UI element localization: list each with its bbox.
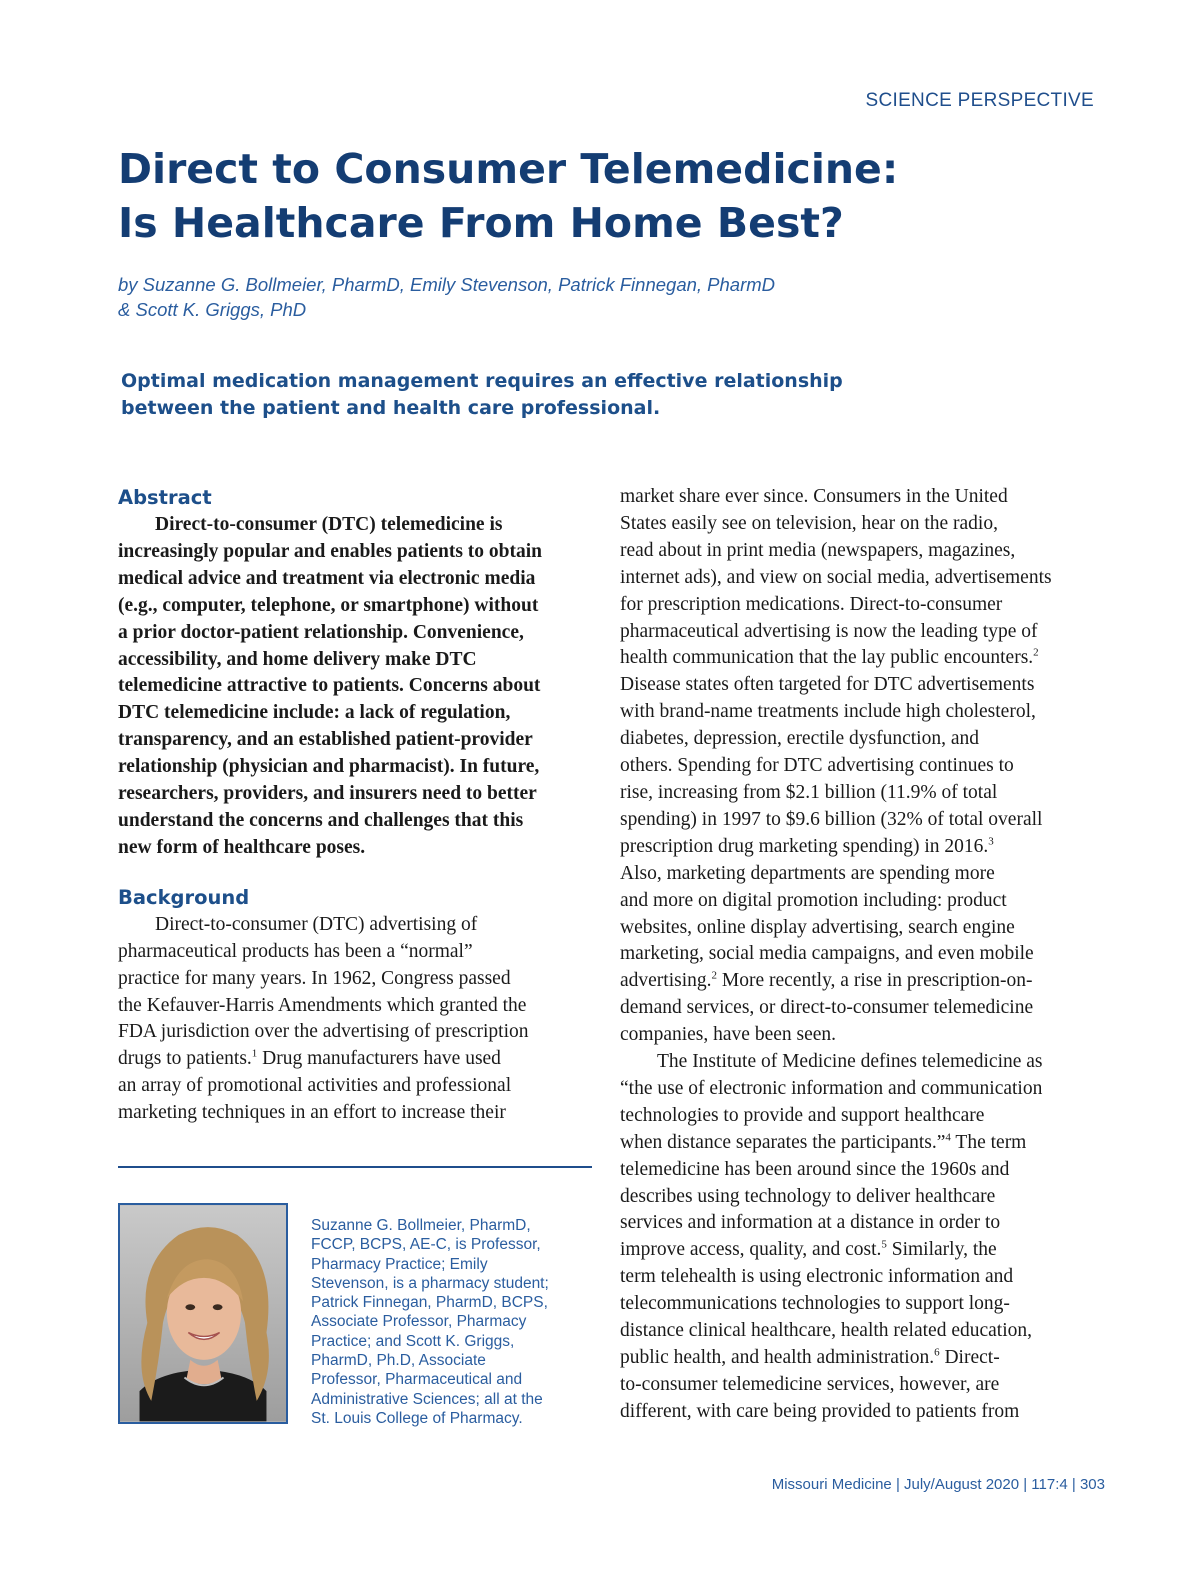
background-line-text: drugs to patients.	[118, 1048, 252, 1070]
body-line: services and information at a distance in order to	[620, 1212, 1001, 1234]
bio-line: PharmD, Ph.D, Associate	[311, 1352, 486, 1370]
background-line: marketing techniques in an effort to increase their	[118, 1102, 506, 1124]
body-line-text: when distance separates the participants.”	[620, 1131, 946, 1153]
citation-superscript: 3	[988, 835, 994, 848]
bio-line: Suzanne G. Bollmeier, PharmD,	[311, 1217, 531, 1234]
body-line: term telehealth is using electronic information and	[620, 1266, 1014, 1288]
abstract-line: transparency, and an established patient-provider	[118, 729, 533, 751]
title-line-2: Is Healthcare From Home Best?	[118, 199, 844, 247]
body-line: States easily see on television, hear on the radio,	[620, 512, 998, 534]
body-line: describes using technology to deliver healthcare	[620, 1185, 996, 1207]
body-line: Disease states often targeted for DTC advertisements	[620, 674, 1035, 696]
body-line-text: The term	[950, 1131, 1027, 1153]
body-line-text: Similarly, the	[886, 1239, 997, 1261]
body-line	[620, 1237, 1100, 1264]
title-line-1: Direct to Consumer Telemedicine:	[118, 145, 899, 193]
body-line: telemedicine has been around since the 1960s and	[620, 1158, 1010, 1180]
bio-line: St. Louis College of Pharmacy.	[311, 1409, 523, 1427]
body-line: Also, marketing departments are spending more	[620, 862, 995, 884]
body-line-text: More recently, a rise in prescription-on-	[717, 970, 1033, 992]
citation-superscript: 5	[881, 1238, 887, 1251]
abstract-line: Direct-to-consumer (DTC) telemedicine is	[155, 514, 503, 535]
citation-superscript: 2	[711, 969, 718, 982]
body-line: telecommunications technologies to support long-	[620, 1293, 1010, 1315]
body-line: and more on digital promotion including: product	[620, 889, 1007, 911]
body-line	[620, 1130, 1100, 1157]
body-line: read about in print media (newspapers, magazines,	[620, 539, 1016, 561]
body-line-text: public health, and health administration.	[620, 1347, 935, 1368]
left-column	[118, 484, 590, 1127]
background-heading: Background	[118, 885, 250, 909]
body-line	[620, 1345, 1100, 1372]
citation-superscript: 1	[251, 1047, 258, 1060]
right-column-paragraph	[620, 484, 1100, 1426]
background-line-text: Drug manufacturers have used	[257, 1048, 501, 1070]
right-column	[620, 484, 1100, 1426]
author-byline	[118, 272, 1018, 322]
abstract-line: DTC telemedicine include: a lack of regulation,	[118, 702, 511, 724]
background-line: pharmaceutical products has been a “normal”	[118, 940, 473, 962]
pull-quote-line-1: Optimal medication management requires an effective relationship	[121, 370, 843, 392]
body-line: distance clinical healthcare, health related education,	[620, 1320, 1032, 1342]
background-line: practice for many years. In 1962, Congress passed	[118, 967, 511, 989]
background-line: an array of promotional activities and professional	[118, 1075, 512, 1097]
body-line-text: health communication that the lay public encounters.	[620, 647, 1034, 669]
body-line-text: improve access, quality, and cost.	[620, 1239, 882, 1261]
author-portrait-icon	[120, 1205, 286, 1422]
column-divider-rule	[118, 1166, 592, 1168]
body-line-text: advertising.	[620, 970, 712, 992]
bio-line: FCCP, BCPS, AE-C, is Professor,	[311, 1236, 541, 1254]
body-line: market share ever since. Consumers in the United	[620, 486, 1008, 507]
pull-quote	[121, 368, 981, 422]
bio-line: Pharmacy Practice; Emily	[311, 1255, 488, 1273]
body-line: internet ads), and view on social media, advertisements	[620, 566, 1052, 588]
author-bio	[311, 1216, 591, 1428]
body-line	[620, 645, 1100, 672]
abstract-line: a prior doctor-patient relationship. Convenience,	[118, 621, 524, 643]
abstract-paragraph	[118, 512, 590, 862]
bio-line: Administrative Sciences; all at the	[311, 1390, 543, 1408]
bio-line: Professor, Pharmaceutical and	[311, 1371, 523, 1389]
background-line: the Kefauver-Harris Amendments which granted the	[118, 994, 527, 1016]
bio-line: Patrick Finnegan, PharmD, BCPS,	[311, 1294, 548, 1312]
body-line	[620, 968, 1100, 995]
body-line: others. Spending for DTC advertising continues to	[620, 755, 1014, 777]
background-paragraph	[118, 912, 590, 1127]
abstract-line: telemedicine attractive to patients. Concerns about	[118, 675, 541, 697]
article-title	[118, 142, 1098, 250]
body-line: diabetes, depression, erectile dysfunction, and	[620, 728, 980, 750]
abstract-line: medical advice and treatment via electronic media	[118, 567, 536, 589]
bio-line: Associate Professor, Pharmacy	[311, 1313, 527, 1331]
body-line-text: Direct-	[939, 1347, 1000, 1368]
body-line: technologies to provide and support healthcare	[620, 1104, 985, 1126]
body-line: for prescription medications. Direct-to-consumer	[620, 593, 1003, 615]
section-label: SCIENCE PERSPECTIVE	[865, 90, 1094, 111]
abstract-line: (e.g., computer, telephone, or smartphone) without	[118, 594, 539, 616]
body-line-text: prescription drug marketing spending) in 2016.	[620, 835, 989, 857]
page-footer: Missouri Medicine | July/August 2020 | 117:4 | 303	[771, 1476, 1105, 1493]
abstract-line: understand the concerns and challenges that this	[118, 809, 524, 831]
body-line: companies, have been seen.	[620, 1024, 837, 1046]
bio-line: Stevenson, is a pharmacy student;	[311, 1274, 549, 1292]
abstract-line: researchers, providers, and insurers need to better	[118, 783, 537, 805]
abstract-line: increasingly popular and enables patients to obtain	[118, 540, 543, 562]
background-line: Direct-to-consumer (DTC) advertising of	[155, 913, 478, 935]
body-line: different, with care being provided to patients from	[620, 1400, 1020, 1422]
body-line: The Institute of Medicine defines telemedicine as	[657, 1051, 1043, 1073]
body-line: marketing, social media campaigns, and even mobile	[620, 943, 1034, 965]
abstract-heading: Abstract	[118, 486, 212, 509]
author-line-2: & Scott K. Griggs, PhD	[118, 299, 307, 320]
body-line: spending) in 1997 to $9.6 billion (32% of total overall	[620, 808, 1043, 830]
citation-superscript: 4	[945, 1131, 951, 1144]
background-line	[118, 1046, 590, 1073]
body-line: to-consumer telemedicine services, however, are	[620, 1373, 1000, 1395]
background-line: FDA jurisdiction over the advertising of prescription	[118, 1021, 529, 1043]
body-line: with brand-name treatments include high cholesterol,	[620, 701, 1036, 723]
author-line-1: by Suzanne G. Bollmeier, PharmD, Emily Stevenson, Patrick Finnegan, PharmD	[118, 274, 776, 295]
bio-line: Practice; and Scott K. Griggs,	[311, 1332, 515, 1350]
body-line: “the use of electronic information and communication	[620, 1077, 1043, 1099]
body-line	[620, 834, 1100, 861]
body-line: demand services, or direct-to-consumer telemedicine	[620, 997, 1034, 1019]
abstract-line: relationship (physician and pharmacist). In future,	[118, 756, 540, 778]
body-line: pharmaceutical advertising is now the leading type of	[620, 620, 1038, 642]
body-line: websites, online display advertising, search engine	[620, 916, 1015, 938]
pull-quote-line-2: between the patient and health care professional.	[121, 397, 661, 419]
citation-superscript: 6	[934, 1346, 940, 1359]
abstract-line: accessibility, and home delivery make DTC	[118, 648, 477, 670]
abstract-line: new form of healthcare poses.	[118, 836, 366, 858]
citation-superscript: 2	[1033, 646, 1039, 659]
author-photo	[118, 1203, 288, 1424]
body-line: rise, increasing from $2.1 billion (11.9% of total	[620, 781, 998, 803]
